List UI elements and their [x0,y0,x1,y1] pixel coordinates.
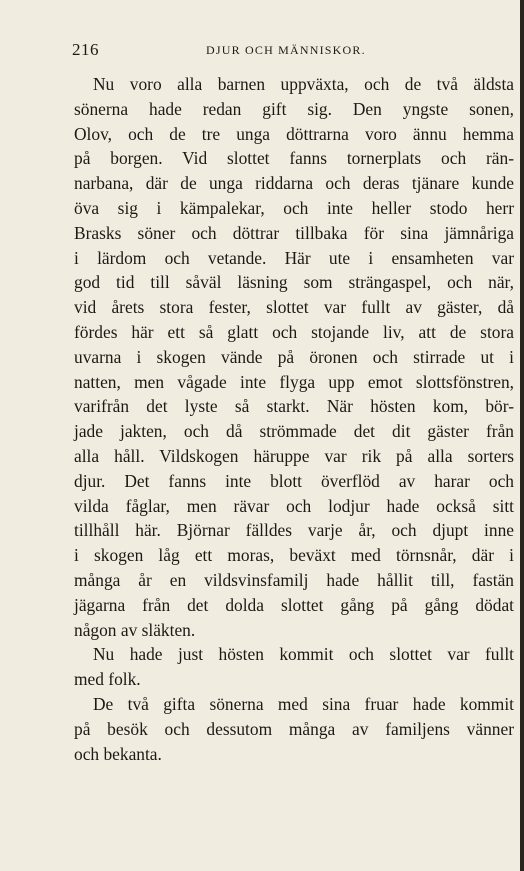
text-line: vilda fåglar, men rävar och lodjur hade också sitt [74,495,514,516]
text-line: Nu voro alla barnen uppväxta, och de två äldsta [93,74,514,94]
text-line: med folk. [74,669,141,690]
text-line: i skogen låg ett moras, beväxt med törnsnår, där i [74,545,514,566]
text-line: god tid till såväl läsning som strängaspel, och när, [74,272,514,293]
text-line: någon av släkten. [74,619,196,640]
text-line: Olov, och de tre unga döttrarna voro ännu hemma [74,123,514,144]
text-line: narbana, där de unga riddarna och deras tjänare kunde [74,173,514,194]
text-line: fördes här ett så glatt och stojande liv, att de stora [74,321,514,342]
text-line: alla håll. Vildskogen häruppe var rik på alla sorters [74,445,514,466]
body-text [74,72,514,766]
page-edge [520,0,524,871]
text-line: varifrån det lyste så starkt. När hösten kom, bör- [74,396,514,417]
text-line: Nu hade just hösten kommit och slottet var fullt [93,644,514,665]
text-line: öva sig i kämpalekar, och inte heller stodo herr [74,197,514,218]
page-number: 216 [72,40,99,59]
text-line: och bekanta. [74,743,162,764]
text-line: De två gifta sönerna med sina fruar hade kommit [93,693,514,714]
text-line: djur. Det fanns inte blott överflöd av harar och [74,470,514,491]
text-line: jade jakten, och då strömmade det dit gäster från [74,421,514,442]
page-header [72,40,512,62]
text-line: sönerna hade redan gift sig. Den yngste sonen, [74,98,514,119]
text-line: uvarna i skogen vände på öronen och stirrade ut i [74,346,514,367]
text-line: många år en vildsvinsfamilj hade hållit till, fastän [74,569,514,590]
text-line: vid årets stora fester, slottet var fullt av gäster, då [74,297,514,318]
text-line: Brasks söner och döttrar tillbaka för sina jämnåriga [74,222,514,243]
text-line: tillhåll här. Björnar fälldes varje år, och djupt inne [74,520,514,541]
text-line: natten, men vågade inte flyga upp emot slottsfönstren, [74,371,514,392]
running-head: DJUR OCH MÄNNISKOR. [206,43,366,57]
text-line: på besök och dessutom många av familjens vänner [74,718,514,739]
text-line: jägarna från det dolda slottet gång på gång dödat [74,594,514,615]
text-line: i lärdom och vetande. Här ute i ensamheten var [74,247,514,268]
text-line: på borgen. Vid slottet fanns tornerplats och rän- [74,148,514,169]
